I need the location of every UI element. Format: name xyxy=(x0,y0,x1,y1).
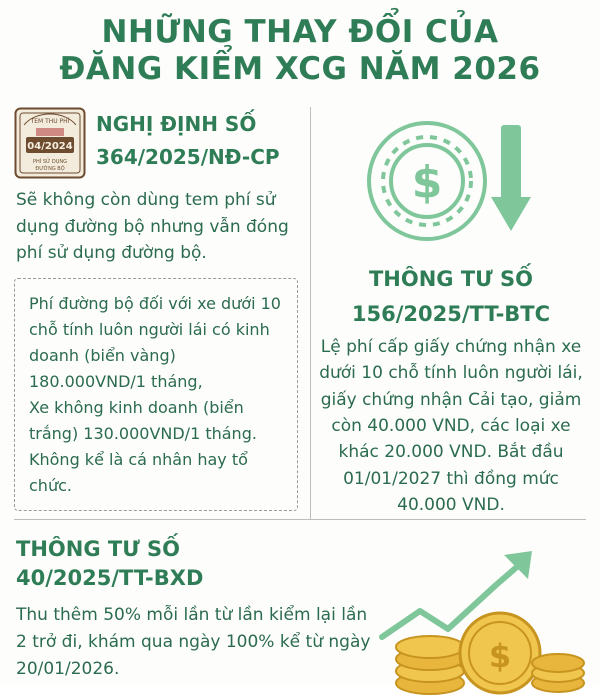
nghi-dinh-heading-line-1: NGHỊ ĐỊNH SỐ xyxy=(96,112,257,137)
note-line-1: Phí đường bộ đối với xe dưới 10 xyxy=(29,294,281,314)
section-nghi-dinh xyxy=(10,103,302,511)
thong-tu-156-heading-line-1: THÔNG TƯ SỐ xyxy=(368,267,534,292)
road-fee-stamp-icon xyxy=(14,107,86,179)
nghi-dinh-header xyxy=(10,103,302,179)
nghi-dinh-body-text: Sẽ không còn dùng tem phí sử dụng đường bộ nhưng vẫn đóng phí sử dụng đường bộ. xyxy=(16,190,289,263)
thong-tu-156-body-text: Lệ phí cấp giấy chứng nhận xe dưới 10 chỗ tính luôn người lái, giấy chứng nhận Cải tạo, giảm còn 40.000 VND, các loại xe khác 20.000 VND. Bắt đầu 01/01/2027 thì đồng mức 40.000 VND. xyxy=(319,336,583,515)
content-grid xyxy=(10,99,590,679)
road-fee-note-box xyxy=(14,278,298,511)
vertical-divider xyxy=(310,107,311,519)
note-line-4: 180.000VND/1 tháng, xyxy=(29,371,203,391)
note-line-6: trắng) 130.000VND/1 tháng. xyxy=(29,423,257,443)
horizontal-divider xyxy=(14,519,586,520)
page-title-line-2: ĐĂNG KIỂM XCG NĂM 2026 xyxy=(59,50,541,87)
note-line-5: Xe không kinh doanh (biển xyxy=(29,397,244,417)
svg-text:$: $ xyxy=(488,637,512,676)
section-thong-tu-40 xyxy=(10,531,586,695)
section-thong-tu-156 xyxy=(316,103,586,518)
svg-text:TEM THU PHÍ: TEM THU PHÍ xyxy=(30,118,70,126)
page-title xyxy=(0,0,600,93)
page-title-line-1: NHỮNG THAY ĐỔI CỦA xyxy=(101,14,499,50)
thong-tu-40-heading-line-1: THÔNG TƯ SỐ xyxy=(16,537,181,562)
svg-text:ĐƯỜNG BỘ: ĐƯỜNG BỘ xyxy=(35,166,65,173)
svg-text:PHÍ SỬ DỤNG: PHÍ SỬ DỤNG xyxy=(32,159,68,166)
svg-text:04/2024: 04/2024 xyxy=(27,141,73,153)
note-line-3: doanh (biển vàng) xyxy=(29,346,176,365)
note-line-2: chỗ tính luôn người lái có kinh xyxy=(29,320,270,340)
nghi-dinh-heading xyxy=(96,105,280,170)
thong-tu-40-heading-line-2: 40/2025/TT-BXD xyxy=(16,565,204,590)
thong-tu-40-body-text: Thu thêm 50% mỗi lần từ lần kiểm lại lần 2 trở đi, khám qua ngày 100% kể từ ngày 20/01/2026. xyxy=(16,604,371,680)
thong-tu-40-text xyxy=(10,531,376,683)
coin-stacks-with-up-arrow-icon xyxy=(376,545,586,695)
note-line-7: Không kể là cá nhân hay tổ chức. xyxy=(29,449,248,495)
nghi-dinh-heading-line-2: 364/2025/NĐ-CP xyxy=(96,144,280,169)
svg-text:$: $ xyxy=(411,157,443,209)
thong-tu-156-heading-line-2: 156/2025/TT-BTC xyxy=(351,301,551,326)
coin-with-down-arrow-icon xyxy=(341,109,561,259)
